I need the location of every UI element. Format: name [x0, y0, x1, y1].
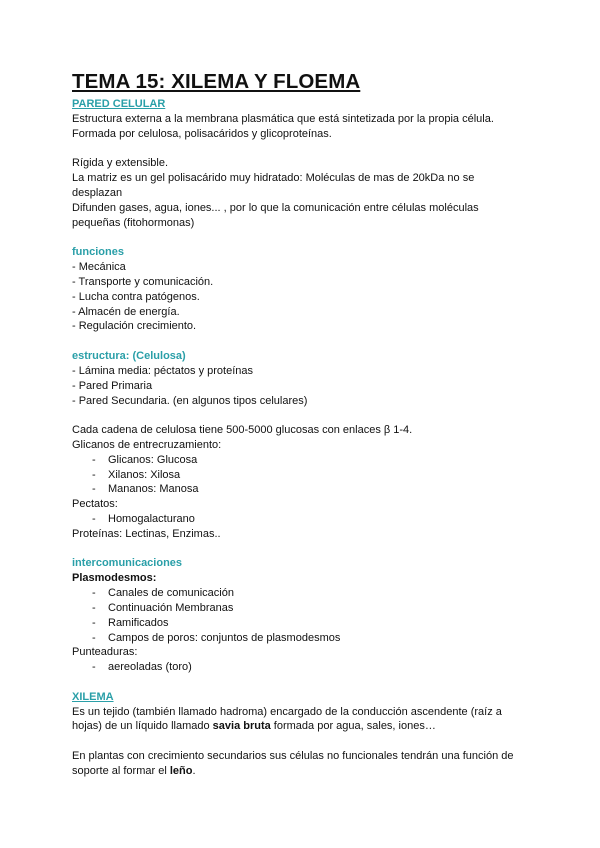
- punteaduras-label: Punteaduras:: [72, 646, 138, 659]
- funciones-item: - Lucha contra patógenos.: [72, 290, 200, 303]
- estructura-item: - Pared Primaria: [72, 379, 153, 392]
- pectatos-list: [72, 512, 540, 527]
- pared-line-6: Difunden gases, agua, iones... , por lo que la comunicación entre células moléculas: [72, 201, 479, 214]
- plasmodesmos-list: [72, 586, 540, 645]
- list-item: - Continuación Membranas: [92, 601, 540, 616]
- list-item: - aereoladas (toro): [92, 660, 540, 675]
- list-item: - Homogalacturano: [92, 512, 540, 527]
- funciones-item: - Transporte y comunicación.: [72, 275, 214, 288]
- celulosa-cadena: Cada cadena de celulosa tiene 500-5000 glucosas con enlaces β 1-4.: [72, 424, 413, 437]
- punteaduras-list: [72, 660, 540, 675]
- pared-line-2: Formada por celulosa, polisacáridos y glicoproteínas.: [72, 127, 332, 140]
- page-title: TEMA 15: XILEMA Y FLOEMA: [72, 70, 361, 93]
- pared-line-1: Estructura externa a la membrana plasmática que está sintetizada por la propia célula.: [72, 113, 494, 125]
- xilema-para-1-line-2: hojas) de un líquido llamado savia bruta formada por agua, sales, iones…: [72, 720, 436, 733]
- pared-line-4: La matriz es un gel polisacárido muy hidratado: Moléculas de mas de 20kDa no se: [72, 172, 475, 185]
- xilema-para-2-line-2: soporte al formar el leño.: [72, 764, 196, 777]
- pared-line-7: pequeñas (fitohormonas): [72, 216, 195, 229]
- proteinas-line: Proteínas: Lectinas, Enzimas..: [72, 527, 221, 540]
- xilema-para-2-line-1: En plantas con crecimiento secundarios sus células no funcionales tendrán una función de: [72, 750, 514, 763]
- heading-pared-celular: PARED CELULAR: [72, 98, 166, 110]
- list-item: - Mananos: Manosa: [92, 482, 540, 497]
- heading-estructura: estructura: (Celulosa): [72, 349, 186, 362]
- heading-xilema: XILEMA: [72, 690, 114, 703]
- list-item: - Xilanos: Xilosa: [92, 468, 540, 483]
- estructura-item: - Lámina media: péctatos y proteínas: [72, 364, 253, 377]
- list-item: - Campos de poros: conjuntos de plasmodesmos: [92, 631, 540, 646]
- funciones-item: - Regulación crecimiento.: [72, 320, 197, 333]
- list-item: - Glicanos: Glucosa: [92, 453, 540, 468]
- list-item: - Ramificados: [92, 616, 540, 631]
- estructura-item: - Pared Secundaria. (en algunos tipos celulares): [72, 394, 308, 407]
- heading-funciones: funciones: [72, 246, 124, 259]
- pared-line-5: desplazan: [72, 186, 123, 199]
- list-item: - Canales de comunicación: [92, 586, 540, 601]
- pectatos-label: Pectatos:: [72, 498, 118, 511]
- glicanos-list: [72, 453, 540, 497]
- heading-intercomunicaciones: intercomunicaciones: [72, 557, 183, 570]
- plasmodesmos-label: Plasmodesmos:: [72, 572, 157, 585]
- funciones-item: - Mecánica: [72, 261, 126, 274]
- pared-line-3: Rígida y extensible.: [72, 157, 168, 170]
- funciones-item: - Almacén de energía.: [72, 305, 180, 318]
- xilema-para-1-line-1: Es un tejido (también llamado hadroma) encargado de la conducción ascendente (raíz a: [72, 705, 502, 718]
- glicanos-label: Glicanos de entrecruzamiento:: [72, 438, 222, 451]
